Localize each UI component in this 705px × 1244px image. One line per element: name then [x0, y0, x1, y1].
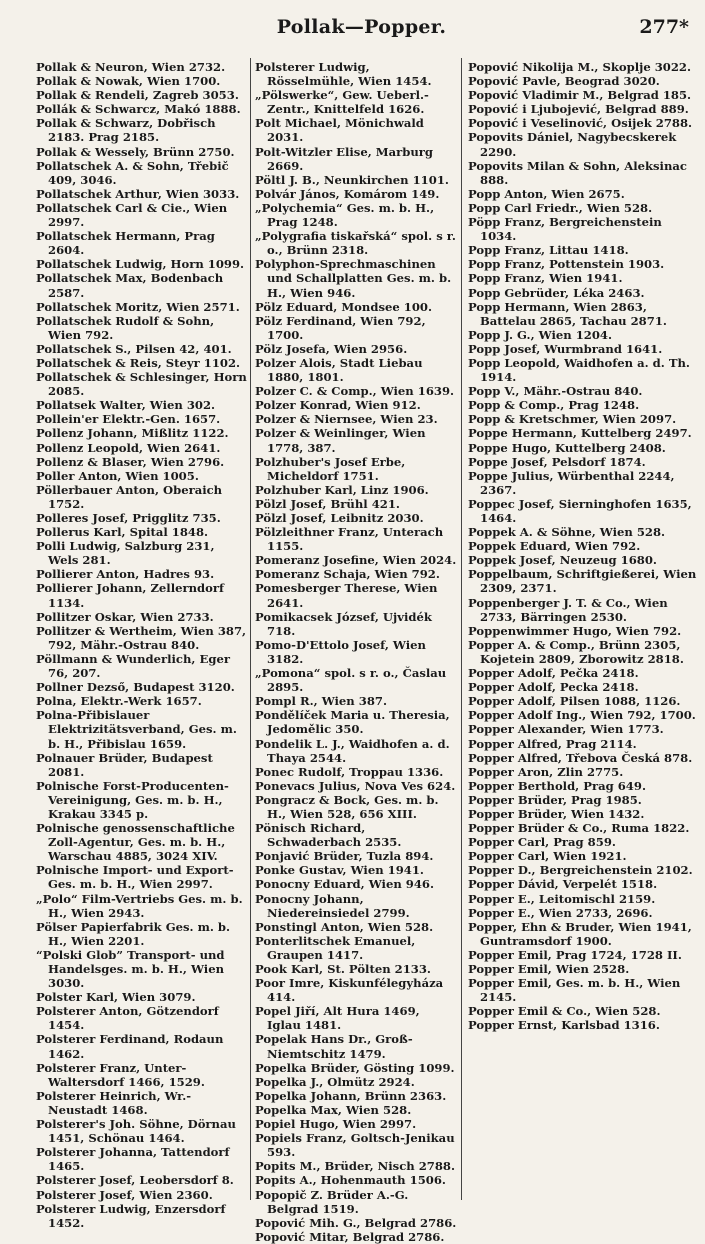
directory-entry: Polster Karl, Wien 3079.: [36, 990, 196, 1005]
directory-entry: Popper Carl, Prag 859.: [468, 835, 616, 850]
directory-entry: Polzer Konrad, Wien 912.: [255, 398, 421, 413]
column-2: [255, 60, 457, 1244]
directory-entry: Pölz Eduard, Mondsee 100.: [255, 299, 432, 314]
directory-entry: Pompl R., Wien 387.: [255, 694, 387, 709]
directory-entry: Ponjavić Brüder, Tuzla 894.: [255, 849, 434, 864]
directory-entry: Popper Alfred, Třebova Česká 878.: [468, 750, 693, 765]
directory-entry: Pollatschek Rudolf & Sohn, Wien 792.: [36, 313, 215, 342]
directory-entry: Popper Emil, Wien 2528.: [468, 962, 630, 976]
directory-entry: Poppe Hugo, Kuttelberg 2408.: [468, 440, 666, 455]
directory-entry: Popović Vladimir M., Belgrad 185.: [468, 88, 692, 103]
directory-entry: Pollatschek Max, Bodenbach 2587.: [36, 271, 224, 300]
directory-entry: Popper E., Wien 2733, 2696.: [468, 905, 653, 920]
directory-entry: Ponec Rudolf, Troppau 1336.: [255, 764, 444, 779]
directory-entry: Pollatschek Ludwig, Horn 1099.: [36, 257, 245, 272]
directory-entry: Popper Brüder, Prag 1985.: [468, 792, 642, 807]
directory-entry: Pollatschek & Schlesinger, Horn 2085.: [36, 370, 247, 399]
directory-entry: Pollák & Schwarcz, Makó 1888.: [36, 102, 241, 117]
directory-entry: Pölz Josefa, Wien 2956.: [255, 341, 408, 356]
directory-entry: Polnauer Brüder, Budapest 2081.: [36, 750, 213, 779]
directory-entry: Popopič Z. Brüder A.-G. Belgrad 1519.: [255, 1187, 409, 1216]
directory-entry: Poppek Josef, Neuzeug 1680.: [468, 553, 657, 568]
directory-entry: Polsterer Josef, Leobersdorf 8.: [36, 1173, 234, 1188]
directory-entry: Pollak & Wessely, Brünn 2750.: [36, 144, 235, 159]
directory-entry: Poppek A. & Söhne, Wien 528.: [468, 525, 666, 540]
directory-entry: Polvár János, Komárom 149.: [255, 186, 440, 201]
directory-entry: „Polychemia“ Ges. m. b. H., Prag 1248.: [255, 200, 435, 230]
directory-entry: Popp Franz, Littau 1418.: [468, 243, 629, 258]
directory-entry: Popper Adolf, Pilsen 1088, 1126.: [468, 694, 681, 709]
directory-entry: Pollak & Neuron, Wien 2732.: [36, 60, 226, 74]
directory-entry: Pongracz & Bock, Ges. m. b. H., Wien 528, 656 XIII.: [255, 792, 439, 821]
directory-entry: Pöpp Franz, Bergreichenstein 1034.: [468, 215, 662, 244]
directory-entry: Pöllmann & Wunderlich, Eger 76, 207.: [36, 651, 230, 681]
directory-entry: Popper Alfred, Prag 2114.: [468, 736, 637, 751]
directory-entry: Popp Carl Friedr., Wien 528.: [468, 200, 653, 215]
directory-entry: Pomikacsek József, Ujvidék 718.: [255, 609, 432, 638]
directory-entry: Popper Carl, Wien 1921.: [468, 849, 627, 864]
directory-entry: Popelka Max, Wien 528.: [255, 1102, 412, 1117]
directory-entry: Polt-Witzler Elise, Marburg 2669.: [255, 144, 433, 173]
directory-entry: Pollierer Johann, Zellerndorf 1134.: [36, 581, 224, 610]
directory-entry: Poppelbaum, Schriftgießerei, Wien 2309, 2371.: [468, 567, 697, 596]
column-divider: [250, 58, 251, 1200]
directory-entry: Pomeranz Schaja, Wien 792.: [255, 567, 440, 582]
directory-entry: Poppec Josef, Sierninghofen 1635, 1464.: [468, 496, 692, 525]
directory-entry: Popits M., Brüder, Nisch 2788.: [255, 1159, 456, 1174]
directory-entry: Pölzl Josef, Leibnitz 2030.: [255, 511, 424, 525]
directory-entry: Popelka Johann, Brünn 2363.: [255, 1088, 447, 1103]
directory-entry: Popp V., Mähr.-Ostrau 840.: [468, 384, 643, 399]
directory-entry: Popp & Comp., Prag 1248.: [468, 398, 640, 413]
directory-entry: Pollak & Schwarz, Dobřisch 2183. Prag 2185.: [36, 116, 216, 145]
directory-entry: Pollenz Johann, Mißlitz 1122.: [36, 426, 229, 441]
directory-entry: Poppenwimmer Hugo, Wien 792.: [468, 623, 682, 638]
directory-entry: Ponocny Johann, Niedereinsiedel 2799.: [255, 891, 410, 920]
directory-entry: Pollatschek A. & Sohn, Třebič 409, 3046.: [36, 158, 229, 187]
directory-entry: Polsterer Johanna, Tattendorf 1465.: [36, 1145, 230, 1174]
directory-entry: Polt Michael, Mönichwald 2031.: [255, 116, 424, 145]
directory-entry: Ponke Gustav, Wien 1941.: [255, 863, 424, 878]
directory-entry: Pollatschek Moritz, Wien 2571.: [36, 299, 240, 314]
directory-entry: Pölz Ferdinand, Wien 792, 1700.: [255, 313, 426, 342]
directory-entry: Popovits Milan & Sohn, Aleksinac 888.: [468, 158, 687, 187]
directory-entry: Pook Karl, St. Pölten 2133.: [255, 962, 431, 976]
directory-entry: Popper Brüder & Co., Ruma 1822.: [468, 821, 690, 836]
directory-entry: Popper Dávid, Verpelét 1518.: [468, 877, 658, 892]
directory-entry: Polzer Alois, Stadt Liebau 1880, 1801.: [255, 355, 423, 385]
directory-entry: Polnische Forst-Producenten-Vereinigung, Ges. m. b. H., Krakau 3345 p.: [36, 778, 229, 821]
directory-entry: Polsterer Franz, Unter-Waltersdorf 1466, 1529.: [36, 1060, 205, 1089]
directory-entry: Pollerus Karl, Spital 1848.: [36, 525, 209, 540]
directory-entry: Popper Adolf, Pecka 2418.: [468, 680, 639, 695]
column-3: [468, 60, 700, 1200]
directory-entry: Pollatschek Carl & Cie., Wien 2997.: [36, 200, 228, 230]
directory-entry: Polyphon-Sprechmaschinen und Schallplatten Ges. m. b. H., Wien 946.: [255, 257, 452, 300]
directory-entry: Popp Franz, Pottenstein 1903.: [468, 257, 665, 272]
directory-entry: Pomeranz Josefine, Wien 2024.: [255, 553, 457, 568]
directory-entry: Pollatschek & Reis, Steyr 1102.: [36, 355, 241, 370]
directory-entry: Popović Mitar, Belgrad 2786.: [255, 1229, 445, 1244]
directory-entry: Pollatsek Walter, Wien 302.: [36, 398, 216, 413]
directory-entry: Popović i Veselinović, Osijek 2788.: [468, 116, 693, 131]
directory-entry: Polzhuber Karl, Linz 1906.: [255, 482, 429, 497]
directory-entry: Polsterer Ferdinand, Rodaun 1462.: [36, 1032, 224, 1061]
directory-entry: Polleres Josef, Prigglitz 735.: [36, 511, 221, 525]
directory-entry: Popper Brüder, Wien 1432.: [468, 806, 645, 821]
directory-entry: “Polski Glob” Transport- und Handelsges. m. b. H., Wien 3030.: [36, 947, 225, 991]
directory-entry: Popp & Kretschmer, Wien 2097.: [468, 412, 677, 427]
directory-entry: Ponevacs Julius, Nova Ves 624.: [255, 778, 456, 793]
directory-entry: Popper Adolf, Pečka 2418.: [468, 666, 639, 681]
directory-entry: Pönisch Richard, Schwaderbach 2535.: [255, 821, 402, 850]
column-divider: [461, 58, 462, 1200]
directory-entry: Polnische genossenschaftliche Zoll-Agentur, Ges. m. b. H., Warschau 4885, 3024 XIV.: [36, 821, 235, 864]
directory-entry: Popović Mih. G., Belgrad 2786.: [255, 1215, 457, 1230]
directory-entry: Polsterer Ludwig, Enzersdorf 1452.: [36, 1201, 226, 1230]
directory-entry: Pollak & Rendeli, Zagreb 3053.: [36, 88, 239, 103]
directory-entry: Polsterer Anton, Götzendorf 1454.: [36, 1004, 219, 1033]
directory-entry: Popel Jiří, Alt Hura 1469, Iglau 1481.: [255, 1004, 420, 1033]
directory-entry: Popper Emil, Ges. m. b. H., Wien 2145.: [468, 976, 681, 1005]
directory-entry: Popiel Hugo, Wien 2997.: [255, 1117, 417, 1132]
directory-entry: Polzer C. & Comp., Wien 1639.: [255, 384, 455, 399]
directory-entry: Pollak & Nowak, Wien 1700.: [36, 74, 221, 89]
directory-entry: Pondělíček Maria u. Theresia, Jedomělic 350.: [255, 708, 450, 737]
directory-entry: Polna-Přibislauer Elektrizitätsverband, Ges. m. b. H., Přibislau 1659.: [36, 708, 237, 751]
directory-entry: Pöllerbauer Anton, Oberaich 1752.: [36, 482, 223, 511]
page-number: 277*: [639, 16, 689, 38]
directory-entry: Polsterer Ludwig, Rösselmühle, Wien 1454.: [255, 60, 432, 89]
directory-entry: Pomesberger Therese, Wien 2641.: [255, 581, 438, 610]
directory-entry: Popper Emil, Prag 1724, 1728 II.: [468, 947, 682, 962]
directory-entry: Pondelik L. J., Waidhofen a. d. Thaya 2544.: [255, 736, 450, 765]
directory-entry: Polna, Elektr.-Werk 1657.: [36, 694, 202, 709]
directory-entry: „Pomona“ spol. s r. o., Časlau 2895.: [255, 666, 447, 695]
directory-entry: Polsterer's Joh. Söhne, Dörnau 1451, Schönau 1464.: [36, 1117, 236, 1146]
directory-entry: Pollein'er Elektr.-Gen. 1657.: [36, 412, 221, 427]
directory-entry: Polzer & Niernsee, Wien 23.: [255, 412, 438, 427]
directory-entry: Polli Ludwig, Salzburg 231, Wels 281.: [36, 539, 215, 568]
directory-entry: Popper Adolf Ing., Wien 792, 1700.: [468, 708, 696, 723]
directory-entry: Polzer & Weinlinger, Wien 1778, 387.: [255, 426, 426, 455]
directory-entry: „Pölswerke“, Gew. Ueberl.-Zentr., Knittelfeld 1626.: [255, 88, 429, 117]
directory-entry: Pollenz & Blaser, Wien 2796.: [36, 454, 225, 469]
directory-entry: Poppe Julius, Würbenthal 2244, 2367.: [468, 468, 675, 497]
directory-entry: Polzhuber's Josef Erbe, Micheldorf 1751.: [255, 454, 406, 483]
directory-entry: „Polo“ Film-Vertriebs Ges. m. b. H., Wien 2943.: [36, 891, 243, 920]
directory-entry: Popper Ernst, Karlsbad 1316.: [468, 1018, 660, 1033]
column-1: [36, 60, 248, 1230]
directory-entry: Popović i Ljubojević, Belgrad 889.: [468, 102, 689, 117]
directory-entry: Ponocny Eduard, Wien 946.: [255, 877, 435, 892]
directory-entry: Popiels Franz, Goltsch-Jenikau 593.: [255, 1131, 455, 1160]
directory-entry: Polnische Import- und Export-Ges. m. b. H., Wien 2997.: [36, 863, 234, 892]
directory-entry: Pollatschek Arthur, Wien 3033.: [36, 186, 240, 201]
directory-entry: Popper Emil & Co., Wien 528.: [468, 1004, 661, 1019]
directory-entry: Pomo-D'Ettolo Josef, Wien 3182.: [255, 637, 426, 666]
directory-entry: Polsterer Heinrich, Wr.-Neustadt 1468.: [36, 1088, 192, 1117]
directory-entry: Popelka J., Olmütz 2924.: [255, 1074, 415, 1089]
directory-entry: Popelak Hans Dr., Groß-Niemtschitz 1479.: [255, 1032, 413, 1061]
directory-entry: Popp Gebrüder, Léka 2463.: [468, 285, 645, 300]
directory-entry: Popper Alexander, Wien 1773.: [468, 722, 664, 737]
directory-entry: Popp Hermann, Wien 2863, Battelau 2865, Tachau 2871.: [468, 299, 667, 328]
page-title: Pollak—Popper.: [276, 16, 447, 38]
directory-entry: Pölzleithner Franz, Unterach 1155.: [255, 525, 444, 554]
directory-entry: Pollatschek S., Pilsen 42, 401.: [36, 341, 232, 356]
directory-entry: Pollitzer Oskar, Wien 2733.: [36, 609, 214, 624]
directory-entry: Poppe Josef, Pelsdorf 1874.: [468, 454, 646, 469]
directory-entry: Pölser Papierfabrik Ges. m. b. H., Wien 2201.: [36, 919, 231, 948]
page-header: [30, 16, 693, 44]
directory-entry: Popper A. & Comp., Brünn 2305, Kojetein 2809, Zborowitz 2818.: [468, 637, 684, 666]
directory-entry: Popper, Ehn & Bruder, Wien 1941, Guntramsdorf 1900.: [468, 919, 692, 948]
directory-entry: Popper D., Bergreichenstein 2102.: [468, 863, 693, 878]
directory-entry: Popelka Brüder, Gösting 1099.: [255, 1060, 455, 1075]
directory-entry: Popović Pavle, Beograd 3020.: [468, 74, 660, 89]
directory-entry: Pollenz Leopold, Wien 2641.: [36, 440, 221, 455]
directory-entry: Pollatschek Hermann, Prag 2604.: [36, 229, 215, 258]
directory-entry: Popovits Dániel, Nagybecskerek 2290.: [468, 130, 677, 159]
directory-entry: Popović Nikolija M., Skoplje 3022.: [468, 60, 692, 74]
directory-entry: Ponstingl Anton, Wien 528.: [255, 919, 434, 934]
directory-entry: Pollner Dezső, Budapest 3120.: [36, 680, 235, 695]
directory-entry: Poppenberger J. T. & Co., Wien 2733, Bärringen 2530.: [468, 595, 668, 624]
directory-entry: Popper E., Leitomischl 2159.: [468, 891, 656, 906]
directory-entry: Poller Anton, Wien 1005.: [36, 468, 199, 483]
directory-entry: Popper Aron, Zlin 2775.: [468, 764, 624, 779]
directory-entry: Popper Berthold, Prag 649.: [468, 778, 646, 793]
directory-entry: Pölzl Josef, Brühl 421.: [255, 496, 400, 511]
directory-entry: Popp Franz, Wien 1941.: [468, 271, 623, 286]
directory-entry: Ponterlitschek Emanuel, Graupen 1417.: [255, 933, 416, 962]
directory-entry: Popits A., Hohenmauth 1506.: [255, 1173, 446, 1188]
directory-entry: Pöltl J. B., Neunkirchen 1101.: [255, 172, 449, 187]
directory-entry: Polsterer Josef, Wien 2360.: [36, 1187, 213, 1202]
directory-entry: Pollierer Anton, Hadres 93.: [36, 567, 215, 582]
directory-entry: Pollitzer & Wertheim, Wien 387, 792, Mähr.-Ostrau 840.: [36, 623, 247, 652]
directory-entry: Popp Leopold, Waidhofen a. d. Th. 1914.: [468, 355, 690, 385]
directory-entry: Popp J. G., Wien 1204.: [468, 327, 613, 342]
directory-entry: Poppe Hermann, Kuttelberg 2497.: [468, 426, 692, 441]
directory-entry: Popp Anton, Wien 2675.: [468, 186, 625, 201]
directory-entry: Poor Imre, Kiskunfélegyháza 414.: [255, 976, 444, 1005]
directory-entry: „Polygrafia tiskařská“ spol. s r. o., Brünn 2318.: [255, 229, 456, 258]
directory-entry: Popp Josef, Wurmbrand 1641.: [468, 341, 663, 356]
directory-entry: Poppek Eduard, Wien 792.: [468, 539, 641, 554]
